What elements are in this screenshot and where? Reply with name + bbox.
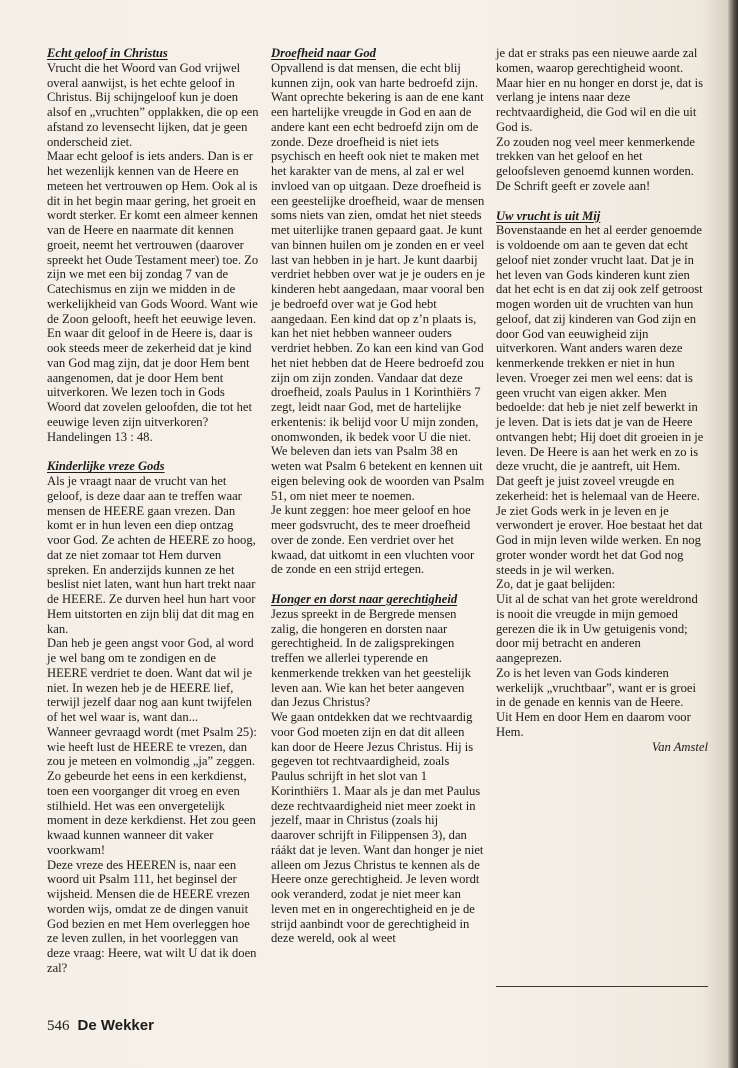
- paragraph: Zo zouden nog veel meer kenmerkende trekken van het geloof en het geloofsleven genoemd kunnen worden. De Schrift geeft er zovele aan!: [496, 134, 695, 193]
- magazine-name: De Wekker: [77, 1017, 154, 1034]
- end-rule: [496, 986, 708, 987]
- column-1: [47, 46, 259, 976]
- paragraph: Zo, dat je gaat belijden:: [496, 577, 616, 592]
- section-heading: Kinderlijke vreze Gods: [47, 459, 165, 474]
- paragraph: Dat geeft je juist zoveel vreugde en zekerheid: het is helemaal van de Heere. Je ziet Gods werk in je leven en je verwondert je erover. Hoe bestaat het dat God in mijn leven wilde werken. En nog groter wonder wordt het dat God nog steeds in je wil werken.: [496, 474, 703, 577]
- column-2: [271, 46, 485, 946]
- author-signature: Van Amstel: [651, 739, 708, 754]
- page-number: 546: [47, 1018, 70, 1034]
- paragraph: Zo is het leven van Gods kinderen werkelijk „vruchtbaar”, want er is groei in de genade en kennis van de Heere.: [496, 665, 697, 710]
- psalm-quote: Uit al de schat van het grote wereldrond is nooit die vreugde in mijn gemoed gerezen die ik in Uw getuigenis vond; door mij betracht en anderen aangeprezen.: [496, 592, 698, 665]
- paragraph: Je kunt zeggen: hoe meer geloof en hoe meer godsvrucht, des te meer droefheid over de zonde. Een verdriet over het kwaad, dat uitkomt in een vluchten voor de zonde en een strijd ertegen.: [271, 503, 475, 577]
- section-heading: Honger en dorst naar gerechtigheid: [271, 592, 458, 606]
- paragraph: Bovenstaande en het al eerder genoemde is voldoende om aan te geven dat echt geloof niet zonder vrucht laat. Dat je in het leven van Gods kinderen kunt zien dat het echt is en dat zij ook zelf getroost mogen worden uit de vruchten van hun geloof, dat zij kinderen van God zijn en door God van eeuwigheid zijn uitverkoren. Want anders waren deze kenmerkende trekken er niet in hun leven. Vroeger zei men wel eens: dat is geen vrucht van eigen akker. Men bedoelde: dat heb je niet zelf bewerkt in je leven. Dat is iets dat je van de Heere ontvangen hebt; Hij doet dit groeien in je leven. De Heere is aan het werk en zo is deze vrucht, die je aantreft, uit Hem.: [496, 223, 704, 474]
- paragraph: Uit Hem en door Hem en daarom voor Hem.: [496, 710, 691, 739]
- paragraph: Als je vraagt naar de vrucht van het geloof, is deze daar aan te treffen waar mensen de HEERE gaan vrezen. Dan komt er in hun leven een diep ontzag voor God. Ze achten de HEERE zo hoog, dat ze niet zomaar tot Hem durven spreken. En anderzijds kunnen ze het beslist niet laten, want hun hart trekt naar de HEERE. Ze durven heel hun hart voor Hem uitstorten en zijn blij dat dit mag en kan.: [47, 474, 256, 636]
- column-3: [496, 46, 708, 754]
- paragraph: We gaan ontdekken dat we rechtvaardig voor God moeten zijn en dat dit alleen kan door de Heere Jezus Christus. Hij is gegeven tot rechtvaardigheid, zoals Paulus schrijft in het slot van 1 Korinthiërs 1. Maar als je dan met Paulus deze rechtvaardigheid niet meer zoekt in jezelf, maar in Christus (zoals hij daarover schrijft in Filippensen 3), dan ráákt dat je leven. Want dan honger je niet alleen om Jezus Christus te kennen als de Heere onze gerechtigheid. Je leven wordt ook veranderd, zodat je niet meer kan leven met en in ongerechtigheid en je de strijd aanbindt voor de gerechtigheid in deze wereld, ook al weet: [271, 710, 484, 946]
- paragraph: Wanneer gevraagd wordt (met Psalm 25): wie heeft lust de HEERE te vrezen, dan zou je meteen en volmondig „ja” zeggen. Zo gebeurde het eens in een kerkdienst, toen een voorganger dit vroeg en even stilhield. Het was een onvergetelijk moment in deze kerkdienst. Het zou geen kwaad kunnen wanneer dit vaker voorkwam!: [47, 724, 257, 857]
- paragraph: Maar echt geloof is iets anders. Dan is er het wezenlijk kennen van de Heere en meteen het vertrouwen op Hem. Ook al is dit in het begin maar gering, het groeit en wordt sterker. Er komt een almeer kennen van de Heere en naarmate dit kennen groeit, neemt het vertrouwen (daarover spreekt het Oude Testament meer) toe. Zo zijn we met een bij zondag 7 van de Catechismus en zijn we midden in de werkelijkheid van Gods Woord. Want wie de Zoon gelooft, heeft het eeuwige leven. En waar dit geloof in de Heere is, daar is ook steeds meer de zekerheid dat je kind van God mag zijn, dat je door Hem bent aangenomen, dat je door Hem bent uitverkoren. We lezen toch in Gods Woord dat zovelen geloofden, die tot het eeuwige leven zijn uitverkoren? Handelingen 13 : 48.: [47, 149, 259, 444]
- page-binding-shadow: [728, 0, 738, 1068]
- paragraph: je dat er straks pas een nieuwe aarde zal komen, waarop gerechtigheid woont. Maar hier en nu honger en dorst je, dat is verlang je intens naar deze rechtvaardigheid, die God wil en die uit God is.: [496, 46, 704, 134]
- paragraph: Jezus spreekt in de Bergrede mensen zalig, die hongeren en dorsten naar gerechtigheid. In de zaligsprekingen treffen we allerlei typerende en kenmerkende trekken van het geestelijk leven aan. Wie kan het beter aangeven dan Jezus Christus?: [271, 606, 472, 710]
- paragraph: Dan heb je geen angst voor God, al word je wel bang om te zondigen en de HEERE verdriet te doen. Want dat wil je niet. In wezen heb je de HEERE lief, terwijl jezelf daar nog aan kunt twijfelen of het wel waar is, want dan...: [47, 636, 254, 724]
- paragraph: Opvallend is dat mensen, die echt blij kunnen zijn, ook van harte bedroefd zijn. Want oprechte bekering is aan de ene kant een hartelijke vreugde in God en aan de andere kant een echt bedroefd zijn om de zonde. Deze droefheid is niet iets psychisch en heeft ook niet te maken met het karakter van de mens, al zal er wel invloed van op uitgaan. Deze droefheid is een geestelijke droefheid, waar de mensen soms niets van zien, omdat het niet steeds met uiterlijke tranen gepaard gaat. Je kunt van binnen huilen om je zonden en er veel last van hebben in je hart. Je kunt daarbij verdriet hebben over wat je je ouders en je kinderen hebt aangedaan, maar vooral ben je bedroefd over wat je God hebt aangedaan. Een kind dat op z’n plaats is, kan het niet hebben wanneer ouders verdriet hebben. Zo kan een kind van God het niet hebben dat de Heere bedroefd zou zijn om zijn zonden. Vandaar dat deze droefheid, zoals Paulus in 1 Korinthiërs 7 zegt, leidt naar God, met de hartelijke erkentenis: ik belijd voor U mijn zonden, onomwonden, ik bedek voor U die niet. We beleven dan iets van Psalm 38 en weten wat Psalm 6 betekent en kennen uit eigen beleving ook de woorden van Psalm 51, om niet meer te noemen.: [271, 60, 486, 503]
- section-heading: Droefheid naar God: [271, 46, 376, 60]
- section-heading: Echt geloof in Christus: [47, 46, 168, 60]
- paragraph: Deze vreze des HEEREN is, naar een woord uit Psalm 111, het beginsel der wijsheid. Mensen die de HEERE vrezen worden wijs, omdat ze de dingen vanuit God bezien en met Hem overleggen hoe ze leven zullen, in het voorleggen van deze vraag: Heere, wat wilt U dat ik doen zal?: [47, 857, 257, 975]
- section-heading: Uw vrucht is uit Mij: [496, 208, 601, 223]
- paragraph: Vrucht die het Woord van God vrijwel overal aanwijst, is het echte geloof in Christus. Bij schijngeloof kun je doen alsof en „vruchten” opplakken, die op een afstand zo levensecht lijken, dat je geen onderscheid ziet.: [47, 60, 259, 149]
- page-footer: [47, 1017, 154, 1035]
